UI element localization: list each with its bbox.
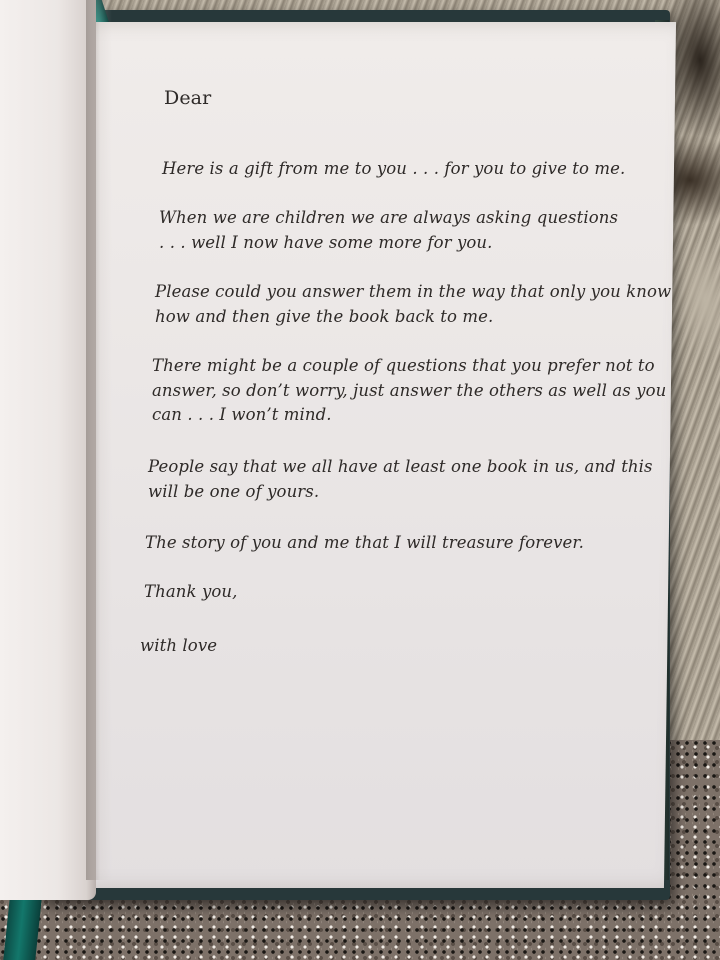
paragraph-line: can . . . I won’t mind.	[152, 405, 332, 424]
paragraph-line: Here is a gift from me to you . . . for you to give to me.	[162, 159, 626, 178]
paragraph-line: There might be a couple of questions that you prefer not to	[152, 356, 655, 375]
letter-paragraph-4	[152, 354, 666, 428]
paragraph-line: how and then give the book back to me.	[155, 306, 494, 326]
paragraph-line: Please could you answer them in the way that only you know	[155, 282, 672, 301]
letter-paragraph-3	[155, 280, 671, 329]
paragraph-line: . . . well I now have some more for you.	[159, 232, 493, 252]
letter-paragraph-2	[159, 206, 618, 255]
paragraph-line: The story of you and me that I will treasure forever.	[145, 533, 584, 552]
facing-page	[0, 0, 96, 900]
paragraph-line: People say that we all have at least one book in us, and this	[148, 457, 653, 476]
letter-salutation: Dear	[164, 87, 212, 109]
letter-sign-off: with love	[140, 636, 218, 655]
letter-paragraph-6	[145, 531, 584, 556]
letter-paragraph-5	[148, 455, 653, 504]
paragraph-line: answer, so don’t worry, just answer the others as well as you	[152, 380, 667, 400]
letter-paragraph-1	[162, 157, 625, 182]
paragraph-line: will be one of yours.	[148, 481, 320, 501]
book-gutter	[86, 0, 112, 880]
paragraph-line: When we are children we are always asking questions	[159, 208, 619, 227]
letter-closing-thanks: Thank you,	[144, 582, 238, 601]
